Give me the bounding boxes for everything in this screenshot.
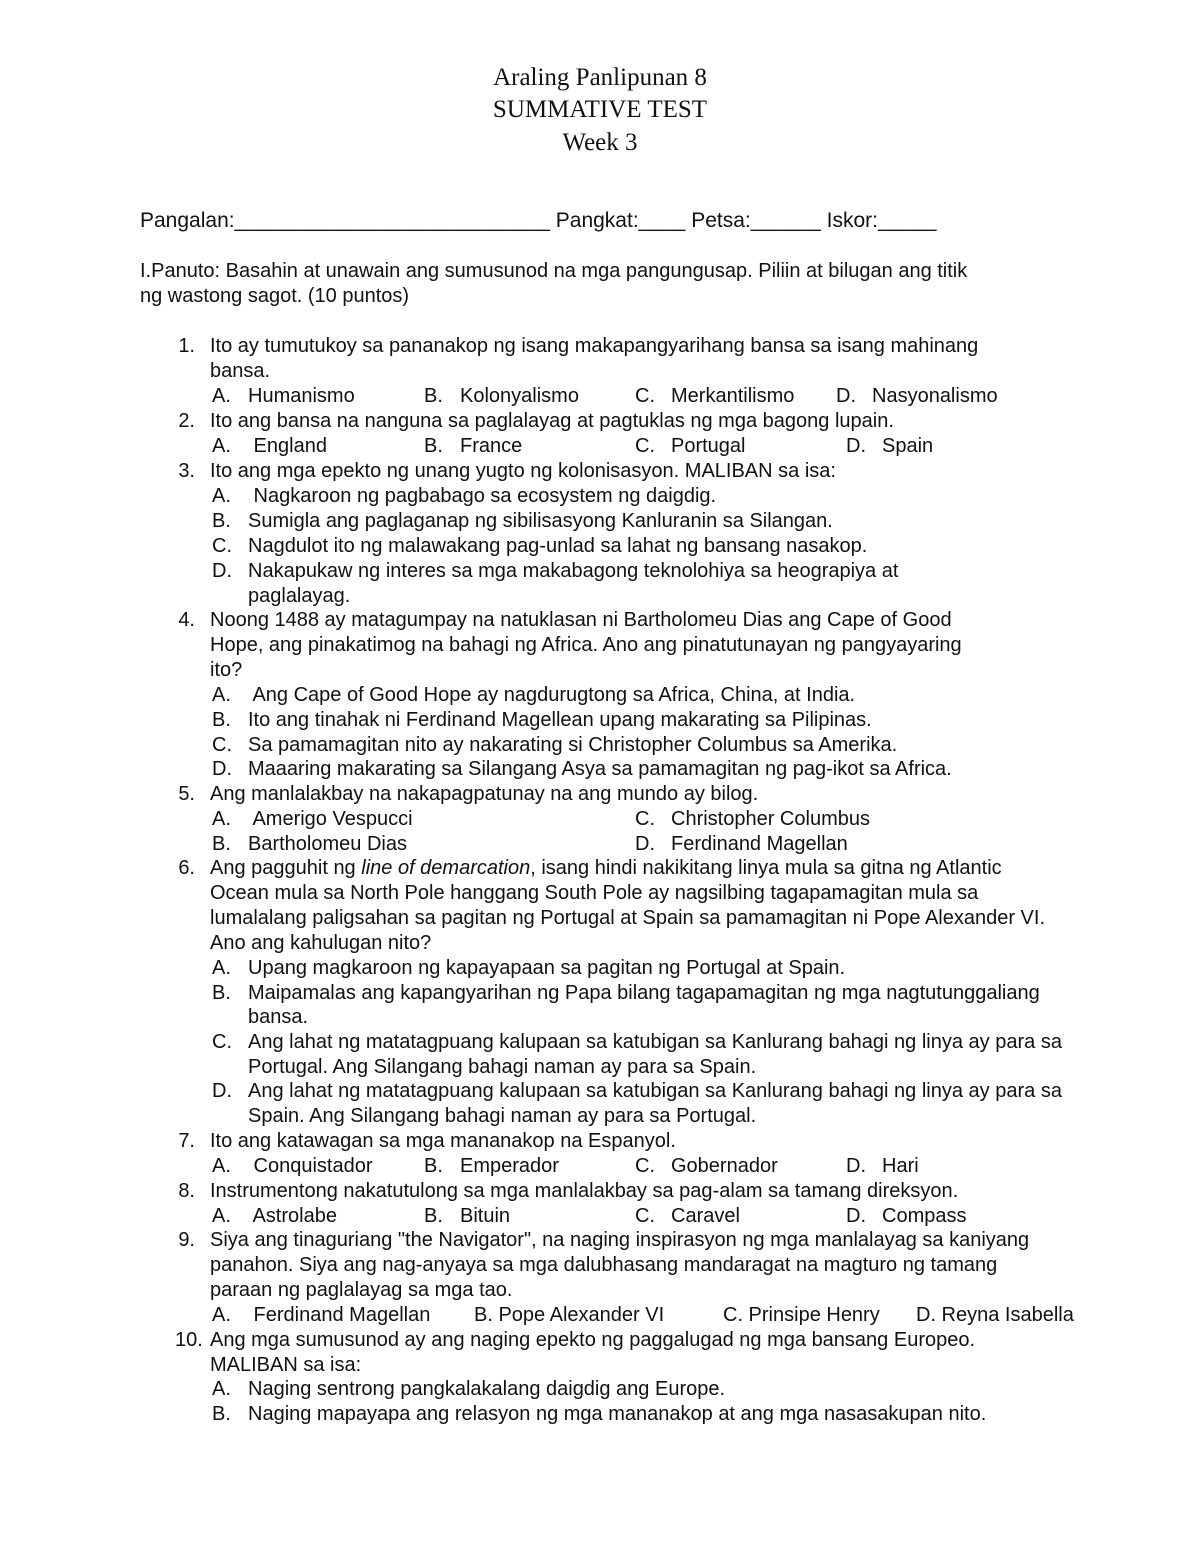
choice-letter: C.	[212, 734, 232, 756]
choice-text: Merkantilismo	[671, 385, 795, 407]
choice-a	[212, 807, 413, 832]
choice-text: Caravel	[671, 1205, 740, 1227]
document-title: Araling Panlipunan 8	[493, 64, 707, 91]
instructions-line-2: ng wastong sagot. (10 puntos)	[140, 285, 410, 307]
choice-letter: B.	[424, 1205, 443, 1227]
choice-c	[212, 733, 897, 758]
choice-d	[212, 757, 952, 782]
emphasized-term: line of demarcation	[361, 857, 531, 879]
choice-d: D. Reyna Isabella	[916, 1304, 1074, 1326]
choice-d	[846, 1204, 966, 1229]
question-number: 1.	[178, 335, 195, 357]
choice-letter: B.	[424, 385, 443, 407]
question-text: Ocean mula sa North Pole hanggang South Pole ay nagsilbing tagapamagitan mula sa	[210, 882, 979, 904]
choice-letter: A.	[212, 1304, 231, 1326]
choice-text: Sa pamamagitan nito ay nakarating si Christopher Columbus sa Amerika.	[248, 734, 898, 756]
choice-c	[212, 1030, 1062, 1055]
choice-b	[212, 832, 407, 857]
choice-a	[212, 484, 716, 509]
choice-text: Hari	[882, 1155, 919, 1177]
choice-letter: D.	[212, 1080, 232, 1102]
choice-b	[424, 384, 579, 409]
question-number: 4.	[178, 609, 195, 631]
choice-letter: D.	[212, 758, 232, 780]
choice-letter: A.	[212, 684, 231, 706]
choice-letter: B.	[212, 510, 231, 532]
choice-continuation: Portugal. Ang Silangang bahagi naman ay para sa Spain.	[248, 1056, 757, 1078]
choice-text: Astrolabe	[248, 1205, 337, 1227]
question-text: Ito ang katawagan sa mga mananakop na Espanyol.	[210, 1130, 676, 1152]
choice-c	[635, 384, 794, 409]
choice-b	[424, 1204, 510, 1229]
choice-c	[635, 1204, 740, 1229]
choice-text: Emperador	[460, 1155, 559, 1177]
choice-c	[635, 807, 870, 832]
choice-letter: C.	[635, 1155, 655, 1177]
question-text: ito?	[210, 659, 243, 681]
choice-letter: A.	[212, 808, 231, 830]
choice-letter: C.	[635, 808, 655, 830]
choice-text: Ferdinand Magellan	[248, 1304, 431, 1326]
choice-text: Maipamalas ang kapangyarihan ng Papa bilang tagapamagitan ng mga nagtutunggaliang	[248, 982, 1040, 1004]
question-number: 3.	[178, 460, 195, 482]
choice-letter: B.	[212, 833, 231, 855]
question-text: Siya ang tinaguriang "the Navigator", na naging inspirasyon ng mga manlalayag sa kaniyang	[210, 1229, 1030, 1251]
choice-text: Upang magkaroon ng kapayapaan sa pagitan ng Portugal at Spain.	[248, 957, 846, 979]
choice-text: Amerigo Vespucci	[248, 808, 413, 830]
choice-c	[635, 1154, 778, 1179]
choice-a	[212, 434, 327, 459]
question-text	[210, 856, 1002, 881]
instructions-line-1: I.Panuto: Basahin at unawain ang sumusunod na mga pangungusap. Piliin at bilugan ang titik	[140, 260, 968, 282]
choice-letter: A.	[212, 485, 231, 507]
choice-text: Nagkaroon ng pagbabago sa ecosystem ng daigdig.	[248, 485, 717, 507]
choice-letter: D.	[635, 833, 655, 855]
choice-letter: C.	[212, 535, 232, 557]
choice-a	[212, 1377, 725, 1402]
choice-continuation: Spain. Ang Silangang bahagi naman ay para sa Portugal.	[248, 1105, 757, 1127]
choice-text: Bartholomeu Dias	[248, 833, 407, 855]
choice-text: Spain	[882, 435, 934, 457]
choice-letter: C.	[635, 385, 655, 407]
choice-letter: D.	[846, 435, 866, 457]
choice-text: England	[248, 435, 327, 457]
choice-text: Humanismo	[248, 385, 355, 407]
choice-d	[846, 1154, 919, 1179]
question-text: Ito ay tumutukoy sa pananakop ng isang makapangyarihang bansa sa isang mahinang	[210, 335, 979, 357]
question-text: Ito ang bansa na nanguna sa paglalayag at pagtuklas ng mga bagong lupain.	[210, 410, 894, 432]
choice-text: Naging sentrong pangkalakalang daigdig ang Europe.	[248, 1378, 726, 1400]
choice-text: Ang Cape of Good Hope ay nagdurugtong sa Africa, China, at India.	[248, 684, 856, 706]
choice-text: Kolonyalismo	[460, 385, 579, 407]
week-label: Week 3	[562, 129, 638, 156]
choice-text: Naging mapayapa ang relasyon ng mga mananakop at ang mga nasasakupan nito.	[248, 1403, 987, 1425]
choice-d	[635, 832, 848, 857]
choice-letter: D.	[846, 1155, 866, 1177]
choice-text: Nagdulot ito ng malawakang pag-unlad sa lahat ng bansang nasakop.	[248, 535, 868, 557]
question-number: 2.	[178, 410, 195, 432]
choice-c	[212, 534, 867, 559]
choice-letter: D.	[836, 385, 856, 407]
question-text: Noong 1488 ay matagumpay na natuklasan ni Bartholomeu Dias ang Cape of Good	[210, 609, 952, 631]
question-number: 8.	[178, 1180, 195, 1202]
question-text: Hope, ang pinakatimog na bahagi ng Africa. Ano ang pinatutunayan ng pangyayaring	[210, 634, 962, 656]
choice-a	[212, 683, 855, 708]
question-text: Ano ang kahulugan nito?	[210, 932, 432, 954]
choice-text: France	[460, 435, 523, 457]
choice-b	[424, 1154, 559, 1179]
choice-b	[424, 434, 522, 459]
choice-letter: B.	[424, 1155, 443, 1177]
test-type: SUMMATIVE TEST	[492, 96, 708, 123]
choice-letter: C.	[212, 1031, 232, 1053]
question-text: Ang manlalakbay na nakapagpatunay na ang mundo ay bilog.	[210, 783, 759, 805]
choice-c: C. Prinsipe Henry	[723, 1304, 880, 1326]
choice-d	[212, 559, 898, 584]
choice-letter: D.	[846, 1205, 866, 1227]
choice-b	[212, 509, 833, 534]
question-text: Instrumentong nakatutulong sa mga manlalakbay sa pag-alam sa tamang direksyon.	[210, 1180, 959, 1202]
choice-letter: B.	[212, 1403, 231, 1425]
question-number: 10.	[175, 1329, 203, 1351]
choice-a	[212, 956, 845, 981]
choice-continuation: bansa.	[248, 1006, 309, 1028]
choice-text: Christopher Columbus	[671, 808, 870, 830]
choice-text: Maaaring makarating sa Silangang Asya sa pamamagitan ng pag-ikot sa Africa.	[248, 758, 952, 780]
question-text: lumalalang paligsahan sa pagitan ng Portugal at Spain sa pamamagitan ni Pope Alexander VI.	[210, 907, 1046, 929]
choice-letter: A.	[212, 1378, 231, 1400]
question-number: 5.	[178, 783, 195, 805]
question-text: paraan ng paglalayag sa mga tao.	[210, 1279, 513, 1301]
choice-text: Ferdinand Magellan	[671, 833, 848, 855]
choice-letter: D.	[212, 560, 232, 582]
choice-letter: A.	[212, 1205, 231, 1227]
question-text-part: , isang hindi nakikitang linya mula sa gitna ng Atlantic	[530, 857, 1002, 879]
choice-c	[635, 434, 746, 459]
question-text: bansa.	[210, 360, 271, 382]
question-number: 9.	[178, 1229, 195, 1251]
choice-b	[212, 981, 1040, 1006]
choice-letter: A.	[212, 385, 231, 407]
choice-a	[212, 1303, 430, 1328]
choice-letter: A.	[212, 1155, 231, 1177]
choice-text: Ang lahat ng matatagpuang kalupaan sa katubigan sa Kanlurang bahagi ng linya ay para sa	[248, 1080, 1062, 1102]
choice-letter: B.	[212, 982, 231, 1004]
choice-d	[212, 1079, 1062, 1104]
choice-letter: C.	[635, 1205, 655, 1227]
choice-text: Conquistador	[248, 1155, 373, 1177]
choice-b: B. Pope Alexander VI	[474, 1304, 665, 1326]
question-text: Ang mga sumusunod ay ang naging epekto ng paggalugad ng mga bansang Europeo.	[210, 1329, 976, 1351]
choice-a	[212, 1154, 373, 1179]
question-number: 7.	[178, 1130, 195, 1152]
choice-text: Portugal	[671, 435, 746, 457]
choice-letter: B.	[424, 435, 443, 457]
choice-text: Compass	[882, 1205, 967, 1227]
choice-letter: B.	[212, 709, 231, 731]
choice-b	[212, 1402, 986, 1427]
choice-text: Gobernador	[671, 1155, 778, 1177]
choice-d	[836, 384, 998, 409]
choice-continuation: paglalayag.	[248, 585, 351, 607]
choice-a	[212, 1204, 337, 1229]
choice-text: Ang lahat ng matatagpuang kalupaan sa katubigan sa Kanlurang bahagi ng linya ay para sa	[248, 1031, 1062, 1053]
question-text-part: Ang pagguhit ng	[210, 857, 362, 879]
choice-a	[212, 384, 355, 409]
choice-letter: A.	[212, 957, 231, 979]
choice-text: Nasyonalismo	[872, 385, 998, 407]
choice-b	[212, 708, 872, 733]
choice-text: Bituin	[460, 1205, 511, 1227]
student-info-line: Pangalan:___________________________ Pangkat:____ Petsa:______ Iskor:_____	[140, 209, 937, 232]
question-text: panahon. Siya ang nag-anyaya sa mga dalubhasang mandaragat na magturo ng tamang	[210, 1254, 998, 1276]
choice-letter: A.	[212, 435, 231, 457]
question-text: Ito ang mga epekto ng unang yugto ng kolonisasyon. MALIBAN sa isa:	[210, 460, 836, 482]
choice-text: Nakapukaw ng interes sa mga makabagong teknolohiya sa heograpiya at	[248, 560, 899, 582]
choice-d	[846, 434, 933, 459]
question-number: 6.	[178, 857, 195, 879]
question-text: MALIBAN sa isa:	[210, 1354, 362, 1376]
choice-text: Ito ang tinahak ni Ferdinand Magellean upang makarating sa Pilipinas.	[248, 709, 872, 731]
choice-text: Sumigla ang paglaganap ng sibilisasyong Kanluranin sa Silangan.	[248, 510, 833, 532]
choice-letter: C.	[635, 435, 655, 457]
